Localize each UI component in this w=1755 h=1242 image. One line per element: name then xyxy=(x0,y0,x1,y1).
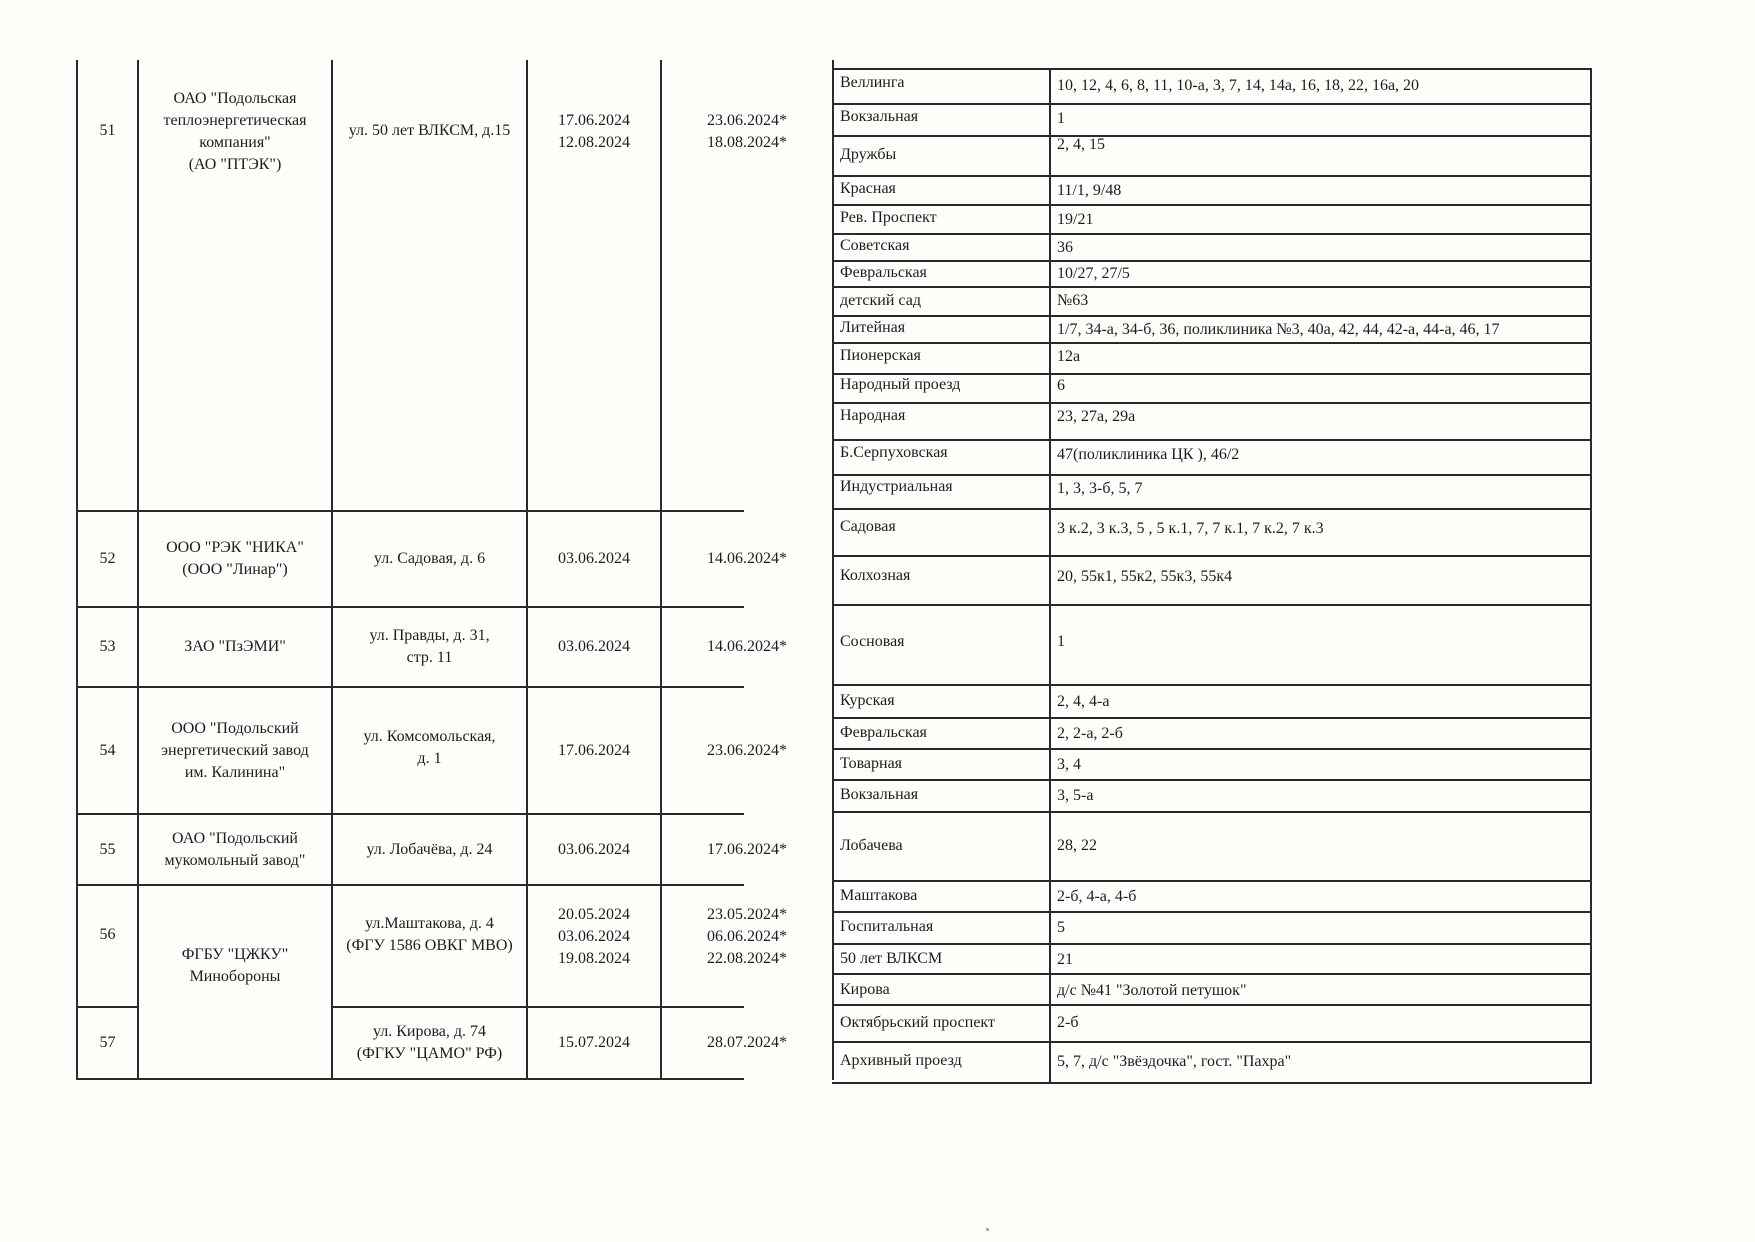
house-numbers: 36 xyxy=(1057,239,1073,256)
house-numbers: 2-б, 4-а, 4-б xyxy=(1057,888,1137,905)
row-number: 51 xyxy=(99,122,116,139)
shutdown-start-date: 17.06.2024 xyxy=(558,741,630,759)
row-divider xyxy=(832,233,1592,235)
shutdown-start-date: 03.06.2024 xyxy=(558,840,630,858)
house-numbers: 10/27, 27/5 xyxy=(1057,265,1130,282)
street-name: Кирова xyxy=(840,981,890,998)
column-divider xyxy=(1049,68,1051,1084)
house-numbers: 1 xyxy=(1057,110,1065,127)
row-divider xyxy=(832,103,1592,105)
street-name: Пионерская xyxy=(840,347,921,364)
house-numbers: 19/21 xyxy=(1057,211,1094,228)
source-address: ул. Комсомольская, д. 1 xyxy=(363,728,496,767)
house-numbers: 6 xyxy=(1057,377,1065,394)
street-name: Сосновая xyxy=(840,633,905,650)
house-numbers: 47(поликлиника ЦК ), 46/2 xyxy=(1057,446,1240,463)
street-name: Госпитальная xyxy=(840,918,934,935)
street-name: Красная xyxy=(840,180,896,197)
row-divider xyxy=(832,973,1592,975)
row-divider xyxy=(832,175,1592,177)
street-name: Товарная xyxy=(840,755,903,772)
row-divider xyxy=(832,811,1592,813)
row-number: 56 xyxy=(99,926,116,943)
house-numbers: 20, 55к1, 55к2, 55к3, 55к4 xyxy=(1057,568,1233,585)
row-divider xyxy=(832,474,1592,476)
row-divider xyxy=(832,604,1592,606)
street-name: Веллинга xyxy=(840,74,905,91)
street-name: Лобачева xyxy=(840,837,903,854)
row-divider xyxy=(832,717,1592,719)
house-numbers: №63 xyxy=(1057,292,1089,309)
house-numbers: д/с №41 "Золотой петушок" xyxy=(1057,982,1247,999)
organization-name: ОАО "Подольская теплоэнергетическая компания" (АО "ПТЭК") xyxy=(163,90,307,173)
source-address: ул. 50 лет ВЛКСМ, д.15 xyxy=(348,122,511,139)
street-name: Февральская xyxy=(840,724,927,741)
row-divider xyxy=(832,555,1592,557)
street-name: Вокзальная xyxy=(840,786,919,803)
shutdown-end-date: 23.06.2024* xyxy=(707,741,787,759)
street-name: 50 лет ВЛКСМ xyxy=(840,950,943,967)
organization-name: ООО "Подольский энергетический завод им. Калинина" xyxy=(161,719,309,781)
row-number: 53 xyxy=(99,638,116,655)
table-right-border xyxy=(1590,68,1592,1084)
row-divider xyxy=(832,748,1592,750)
row-number: 54 xyxy=(99,741,116,759)
house-numbers: 3, 5-а xyxy=(1057,787,1094,804)
street-name: Февральская xyxy=(840,264,927,281)
house-numbers: 12а xyxy=(1057,348,1081,365)
house-numbers: 1/7, 34-а, 34-б, 36, поликлиника №3, 40а, 42, 44, 42-а, 44-а, 46, 17 xyxy=(1057,321,1500,338)
table-bottom-border xyxy=(76,1078,744,1080)
scan-speck xyxy=(986,1228,989,1231)
source-address: ул. Садовая, д. 6 xyxy=(373,550,486,567)
row-divider xyxy=(832,1004,1592,1006)
house-numbers: 11/1, 9/48 xyxy=(1057,182,1122,199)
house-numbers: 3 к.2, 3 к.3, 5 , 5 к.1, 7, 7 к.1, 7 к.2, 7 к.3 xyxy=(1057,520,1324,537)
row-divider xyxy=(832,911,1592,913)
street-name: Народная xyxy=(840,407,906,424)
house-numbers: 10, 12, 4, 6, 8, 11, 10-а, 3, 7, 14, 14а, 16, 18, 22, 16а, 20 xyxy=(1057,77,1420,94)
row-divider xyxy=(832,260,1592,262)
street-name: Рев. Проспект xyxy=(840,209,937,226)
house-numbers: 3, 4 xyxy=(1057,756,1081,773)
house-numbers: 5, 7, д/с "Звёздочка", гост. "Пахра" xyxy=(1057,1053,1292,1070)
street-name: Садовая xyxy=(840,518,896,535)
row-number: 52 xyxy=(99,550,116,567)
row-number: 55 xyxy=(99,840,116,858)
street-name: Октябрьский проспект xyxy=(840,1014,995,1031)
street-name: Б.Серпуховская xyxy=(840,444,948,461)
organization-name: ЗАО "ПзЭМИ" xyxy=(184,638,286,655)
street-name: Литейная xyxy=(840,319,906,336)
shutdown-end-date: 14.06.2024* xyxy=(707,638,787,655)
table-bottom-border xyxy=(832,1082,1592,1084)
shutdown-end-date: 23.05.2024* 06.06.2024* 22.08.2024* xyxy=(707,906,787,967)
shutdown-start-date: 03.06.2024 xyxy=(558,550,630,567)
street-name: детский сад xyxy=(840,292,921,309)
row-divider xyxy=(832,402,1592,404)
row-divider xyxy=(832,315,1592,317)
organization-name: ОАО "Подольский мукомольный завод" xyxy=(164,829,306,869)
row-divider xyxy=(832,880,1592,882)
source-address: ул. Правды, д. 31, стр. 11 xyxy=(369,627,490,666)
column-divider xyxy=(832,60,834,1080)
street-name: Народный проезд xyxy=(840,376,961,393)
house-numbers: 2, 2-а, 2-б xyxy=(1057,725,1123,742)
row-divider xyxy=(832,779,1592,781)
shutdown-start-date: 15.07.2024 xyxy=(558,1034,630,1051)
street-name: Архивный проезд xyxy=(840,1052,962,1069)
shutdown-start-date: 17.06.2024 12.08.2024 xyxy=(558,112,630,151)
row-divider xyxy=(832,684,1592,686)
house-numbers: 23, 27а, 29а xyxy=(1057,408,1136,425)
house-numbers: 2, 4, 15 xyxy=(1057,136,1105,153)
row-divider xyxy=(76,884,744,886)
shutdown-end-date: 17.06.2024* xyxy=(707,840,787,858)
row-divider xyxy=(832,439,1592,441)
row-divider xyxy=(832,1041,1592,1043)
house-numbers: 2-б xyxy=(1057,1014,1079,1031)
row-divider xyxy=(832,943,1592,945)
house-numbers: 2, 4, 4-а xyxy=(1057,693,1110,710)
street-name: Колхозная xyxy=(840,567,911,584)
organization-name: ФГБУ "ЦЖКУ" Минобороны xyxy=(181,946,289,985)
street-name: Вокзальная xyxy=(840,108,919,125)
house-numbers: 21 xyxy=(1057,951,1073,968)
house-numbers: 5 xyxy=(1057,919,1065,936)
street-name: Индустриальная xyxy=(840,478,953,495)
organization-name: ООО "РЭК "НИКА" (ООО "Линар") xyxy=(166,539,304,578)
row-divider xyxy=(832,135,1592,137)
shutdown-start-date: 03.06.2024 xyxy=(558,638,630,655)
shutdown-end-date: 28.07.2024* xyxy=(707,1034,787,1051)
house-numbers: 28, 22 xyxy=(1057,837,1097,854)
source-address: ул. Кирова, д. 74 (ФГКУ "ЦАМО" РФ) xyxy=(356,1023,503,1062)
house-numbers: 1 xyxy=(1057,633,1065,650)
table-top-border xyxy=(832,68,1592,70)
street-name: Дружбы xyxy=(840,146,897,163)
street-name: Курская xyxy=(840,692,895,709)
house-numbers: 1, 3, 3-б, 5, 7 xyxy=(1057,480,1143,497)
source-address: ул. Лобачёва, д. 24 xyxy=(366,840,493,858)
source-address: ул.Маштакова, д. 4 (ФГУ 1586 ОВКГ МВО) xyxy=(346,915,513,954)
shutdown-end-date: 14.06.2024* xyxy=(707,550,787,567)
street-name: Маштакова xyxy=(840,887,918,904)
row-divider xyxy=(832,204,1592,206)
row-divider xyxy=(832,508,1592,510)
row-number: 57 xyxy=(99,1034,116,1051)
street-name: Советская xyxy=(840,237,910,254)
shutdown-end-date: 23.06.2024* 18.08.2024* xyxy=(707,112,787,151)
row-divider xyxy=(832,342,1592,344)
row-divider xyxy=(832,286,1592,288)
shutdown-start-date: 20.05.2024 03.06.2024 19.08.2024 xyxy=(558,906,630,967)
